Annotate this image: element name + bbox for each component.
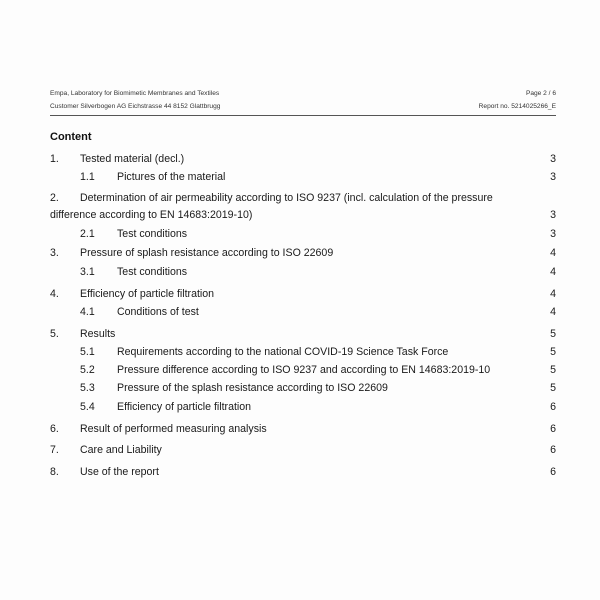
toc-text: Determination of air permeability according to ISO 9237 (incl. calculation of the pressure xyxy=(80,192,493,204)
toc-number: 3. xyxy=(50,247,59,259)
report-number: Report no. 5214025266_E xyxy=(478,103,556,110)
toc-number: 5.3 xyxy=(80,382,95,394)
toc-text: Test conditions xyxy=(117,266,188,278)
toc-number: 4.1 xyxy=(80,306,95,318)
toc-number: 5.4 xyxy=(80,401,95,413)
toc-text: Test conditions xyxy=(117,228,188,240)
toc-text: Conditions of test xyxy=(117,306,199,318)
toc-number: 1. xyxy=(50,153,59,165)
toc-page: 3 xyxy=(550,209,556,221)
toc-page: 3 xyxy=(550,228,556,240)
toc-page: 6 xyxy=(550,466,556,478)
org-name: Empa, Laboratory for Biomimetic Membranes and Textiles xyxy=(50,90,220,97)
toc-text: Pressure of splash resistance according to ISO 22609 xyxy=(80,247,334,259)
toc-number: 8. xyxy=(50,466,59,478)
toc-page: 6 xyxy=(550,423,556,435)
toc-number: 3.1 xyxy=(80,266,95,278)
page-header xyxy=(50,90,556,116)
toc-number: 5.2 xyxy=(80,364,95,376)
toc-text: Pictures of the material xyxy=(117,171,226,183)
toc-number: 2.1 xyxy=(80,228,95,240)
customer-info: Customer Silverbogen AG Eichstrasse 44 8152 Glattbrugg xyxy=(50,103,221,110)
toc-page: 5 xyxy=(550,382,556,394)
toc-text: Pressure of the splash resistance according to ISO 22609 xyxy=(117,382,388,394)
toc-text: Result of performed measuring analysis xyxy=(80,423,267,435)
toc-text: Efficiency of particle filtration xyxy=(80,288,215,300)
toc-text: Use of the report xyxy=(80,466,159,478)
toc-page: 5 xyxy=(550,364,556,376)
toc-number: 6. xyxy=(50,423,59,435)
header-divider xyxy=(50,115,556,116)
toc-number: 5. xyxy=(50,328,59,340)
toc-page: 4 xyxy=(550,288,556,300)
toc-page: 4 xyxy=(550,266,556,278)
toc-number: 4. xyxy=(50,288,59,300)
toc-number: 7. xyxy=(50,444,59,456)
toc-text: Care and Liability xyxy=(80,444,162,456)
toc-text: Efficiency of particle filtration xyxy=(117,401,252,413)
toc-page: 5 xyxy=(550,328,556,340)
toc-page: 3 xyxy=(550,171,556,183)
toc-number: 2. xyxy=(50,192,59,204)
toc-page: 6 xyxy=(550,401,556,413)
page-number: Page 2 / 6 xyxy=(525,90,556,97)
toc-text: Pressure difference according to ISO 9237 and according to EN 14683:2019-10 xyxy=(117,364,491,376)
toc-page: 3 xyxy=(550,153,556,165)
toc-page: 5 xyxy=(550,346,556,358)
toc-number: 1.1 xyxy=(80,171,95,183)
toc-page: 4 xyxy=(550,247,556,259)
page-title: Content xyxy=(50,131,92,143)
toc-page: 4 xyxy=(550,306,556,318)
toc-page: 6 xyxy=(550,444,556,456)
toc-text: Requirements according to the national COVID-19 Science Task Force xyxy=(117,346,449,358)
toc-text: Results xyxy=(80,328,116,340)
toc-text-line2: difference according to EN 14683:2019-10) xyxy=(50,209,253,221)
toc-number: 5.1 xyxy=(80,346,95,358)
toc-text: Tested material (decl.) xyxy=(80,153,185,165)
